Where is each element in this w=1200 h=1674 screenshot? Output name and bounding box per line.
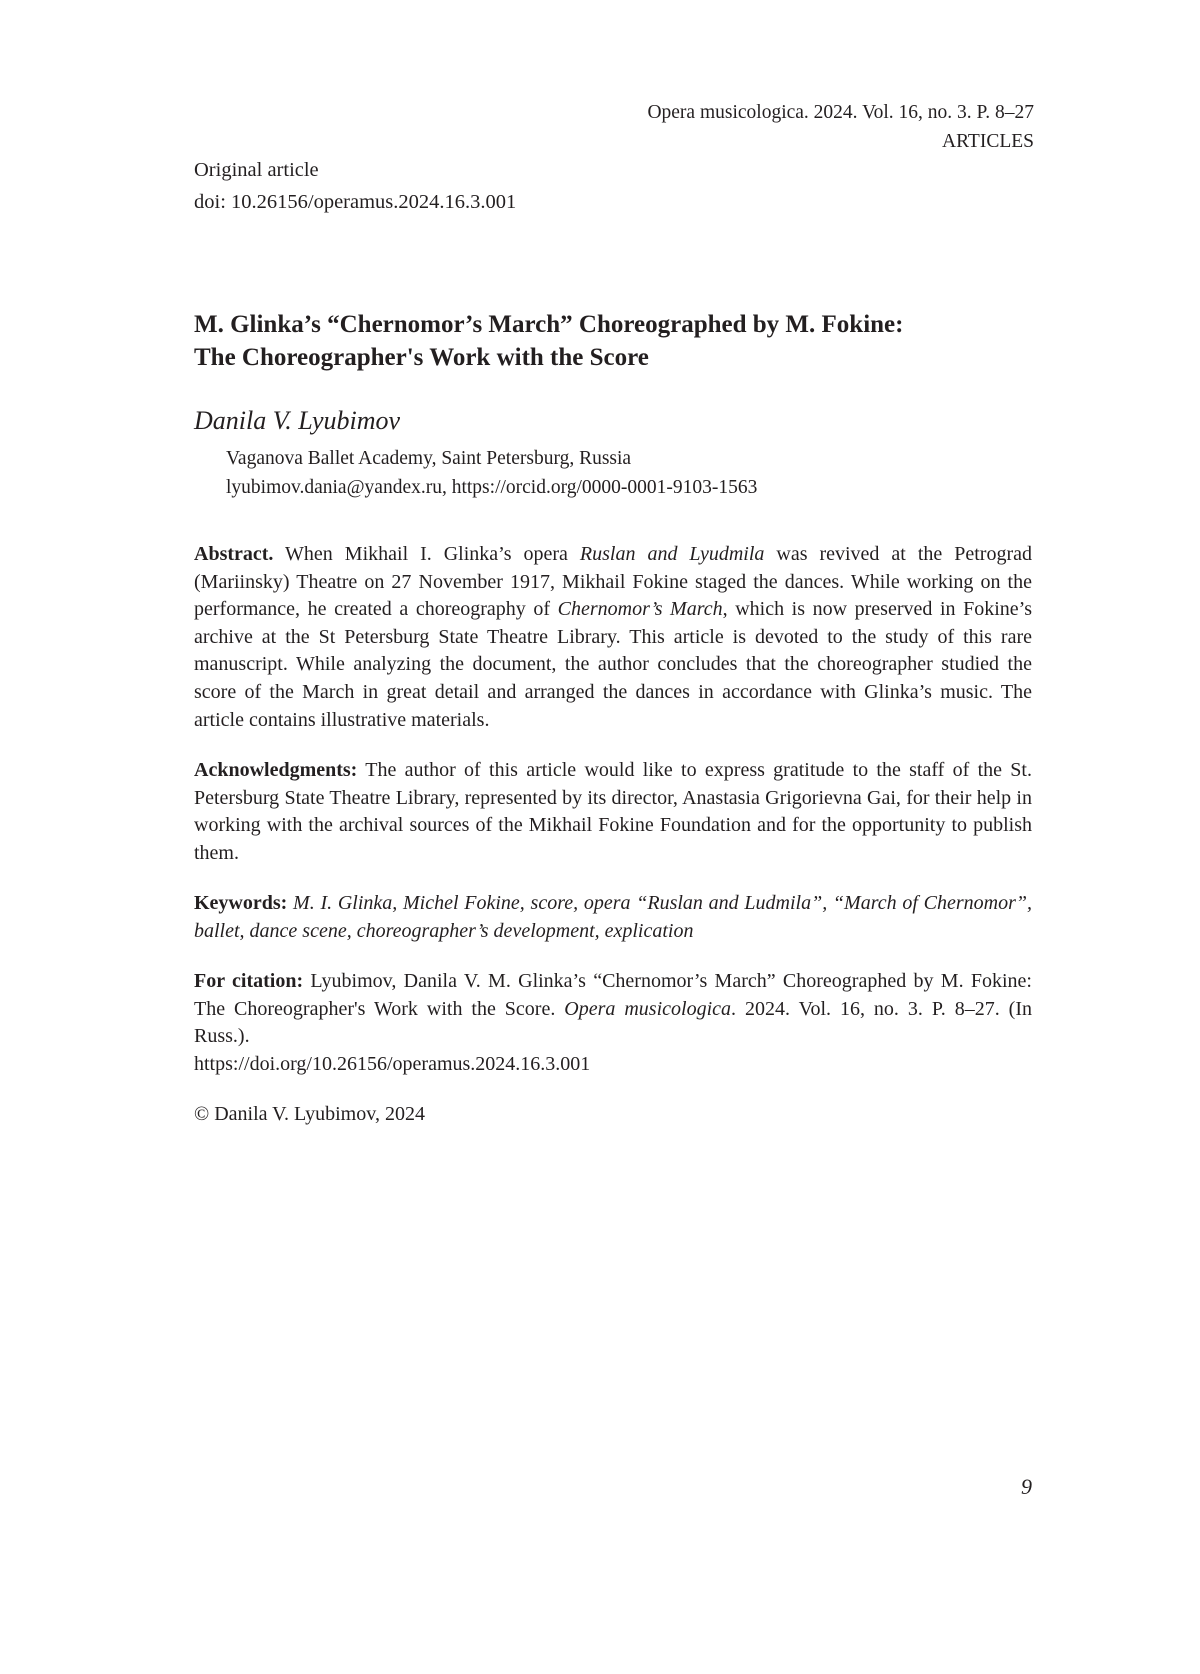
journal-header — [394, 98, 1034, 156]
acknowledgments — [194, 757, 1032, 867]
article-type: Original article — [194, 154, 516, 186]
citation — [194, 968, 1032, 1078]
title-line-1: M. Glinka’s “Chernomor’s March” Choreographed by M. Fokine: — [194, 311, 903, 338]
title-line-2: The Choreographer's Work with the Score — [194, 344, 649, 371]
abstract-text: , which is now preserved in Fokine’s archive at the St Petersburg State Theatre Library. This article is devoted to the study of this rare manuscript. While analyzing the document, the author concludes that the choreographer studied the score of the March in great detail and arranged the dances in accordance with Glinka’s music. The article contains illustrative materials. — [194, 598, 1032, 730]
abstract-work-title: Chernomor’s March — [558, 598, 723, 620]
author-name: Danila V. Lyubimov — [194, 406, 400, 436]
citation-text: . 2024. Vol. 16, no. 3. P. 8–27. (In Russ.). — [194, 998, 1032, 1048]
page-number: 9 — [1021, 1474, 1032, 1500]
author-contact: lyubimov.dania@yandex.ru, https://orcid.org/0000-0001-9103-1563 — [226, 473, 757, 502]
affiliation: Vaganova Ballet Academy, Saint Petersburg, Russia — [226, 444, 757, 473]
keywords-label: Keywords: — [194, 892, 287, 914]
section-label: ARTICLES — [394, 127, 1034, 156]
citation-text: Lyubimov, Danila V. M. Glinka’s “Chernomor’s March” Choreographed by M. Fokine: The Choreographer's Work with the Score. — [194, 970, 1032, 1020]
citation-label: For citation: — [194, 970, 303, 992]
citation-journal: Opera musicologica — [564, 998, 731, 1020]
copyright: © Danila V. Lyubimov, 2024 — [194, 1103, 425, 1126]
keywords-text: M. I. Glinka, Michel Fokine, score, opera “Ruslan and Ludmila”, “March of Chernomor”, ballet, dance scene, choreographer’s development, explication — [194, 892, 1032, 942]
abstract-opera-title: Ruslan and Lyudmila — [580, 543, 764, 565]
acknowledgments-label: Acknowledgments: — [194, 759, 357, 781]
abstract-text: was revived at the Petrograd (Mariinsky) Theatre on 27 November 1917, Mikhail Fokine staged the dances. While working on the performance, he created a choreography of — [194, 543, 1032, 620]
doi: doi: 10.26156/operamus.2024.16.3.001 — [194, 186, 516, 218]
abstract-text: When Mikhail I. Glinka’s opera — [273, 543, 579, 565]
abstract-label: Abstract. — [194, 543, 273, 565]
acknowledgments-text: The author of this article would like to express gratitude to the staff of the St. Petersburg State Theatre Library, represented by its director, Anastasia Grigorievna Gai, for their help in working with the archival sources of the Mikhail Fokine Foundation and for the opportunity to publish them. — [194, 759, 1032, 864]
article-title — [194, 308, 1014, 374]
abstract — [194, 541, 1032, 734]
author-affiliation-block — [226, 444, 757, 502]
keywords — [194, 890, 1032, 945]
journal-citation-line: Opera musicologica. 2024. Vol. 16, no. 3. P. 8–27 — [394, 98, 1034, 127]
article-meta — [194, 154, 516, 218]
citation-doi-link[interactable]: https://doi.org/10.26156/operamus.2024.16.3.001 — [194, 1053, 590, 1075]
